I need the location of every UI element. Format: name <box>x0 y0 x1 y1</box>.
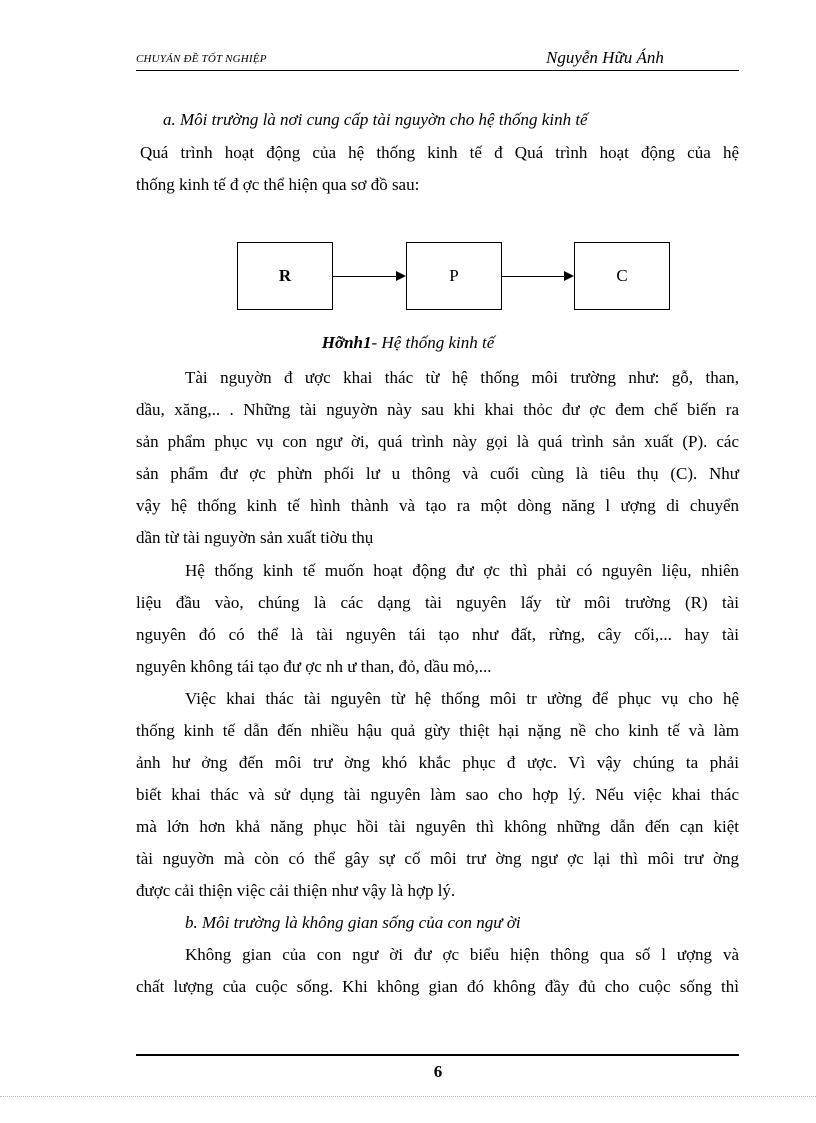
paragraph2-line-1: Hệ thống kinh tế muốn hoạt động đư ợc thì phải có nguyên liệu, nhiên <box>185 561 739 580</box>
arrow-r-to-p-line <box>333 276 397 277</box>
arrow-p-to-c-head-icon <box>564 271 574 281</box>
intro-line-2: thống kinh tế đ ợc thể hiện qua sơ đồ sau: <box>136 175 420 194</box>
paragraph2-line-4: nguyên không tái tạo đư ợc nh ư than, đỏ, dầu mỏ,... <box>136 657 492 676</box>
intro-line-1: Quá trình hoạt động của hệ thống kinh tế đ Quá trình hoạt động của hệ <box>140 143 739 162</box>
paragraph1-line-1: Tài nguyờn đ ược khai thác từ hệ thống môi trường như: gỗ, than, <box>185 368 739 387</box>
paragraph3-line-2: thống kinh tế dẫn đến nhiều hậu quả gừy thiệt hại nặng nề cho kinh tế và làm <box>136 721 739 740</box>
paragraph3-line-5: mà lớn hơn khả năng phục hồi tài nguyên thì không những dẫn đến cạn kiệt <box>136 817 739 836</box>
paragraph1-line-6: dần từ tài nguyờn sản xuất tiờu thụ <box>136 528 374 547</box>
diagram-box-p: P <box>406 242 502 310</box>
paragraph1-line-5: vậy hệ thống kinh tế hình thành và tạo ra một dòng năng l ượng di chuyển <box>136 496 739 515</box>
header-divider <box>136 70 739 71</box>
paragraph2-line-2: liệu đầu vào, chúng là các dạng tài nguyên lấy từ môi trường (R) tài <box>136 593 739 612</box>
paragraph4-line-1: Không gian của con ngư ời đư ợc biểu hiện thông qua số l ượng và <box>185 945 739 964</box>
header-title: CHUYÁN ĐỀ TỐT NGHIỆP <box>136 53 267 65</box>
paragraph2-line-3: nguyên đó có thể là tài nguyên tái tạo như đất, rừng, cây cối,... hay tài <box>136 625 739 644</box>
page-edge-divider <box>0 1096 816 1097</box>
paragraph4-line-2: chất lượng của cuộc sống. Khi không gian đó không đầy đủ cho cuộc sống thì <box>136 977 739 996</box>
arrow-r-to-p-head-icon <box>396 271 406 281</box>
header-author: Nguyễn Hữu Ánh <box>546 48 664 67</box>
paragraph1-line-4: sản phẩm đư ợc phừn phối lư u thông và cuối cùng là tiêu thụ (C). Như <box>136 464 739 483</box>
paragraph3-line-1: Việc khai thác tài nguyên từ hệ thống môi tr ường để phục vụ cho hệ <box>185 689 739 708</box>
paragraph1-line-3: sản phẩm phục vụ con ngư ời, quá trình này gọi là quá trình sản xuất (P). các <box>136 432 739 451</box>
paragraph3-line-6: tài nguyờn mà còn có thể gây sự cố môi trư ờng ngư ợc lại thì môi trư ờng <box>136 849 739 868</box>
diagram-box-c: C <box>574 242 670 310</box>
paragraph3-line-4: biết khai thác và sử dụng tài nguyên làm sao cho hợp lý. Nếu việc khai thác <box>136 785 739 804</box>
page-number: 6 <box>433 1062 443 1081</box>
footer-divider <box>136 1054 739 1056</box>
figure-caption <box>0 333 816 353</box>
section-b-heading: b. Môi trường là không gian sống của con ngư ời <box>185 913 521 932</box>
figure-caption-text: - Hệ thống kinh tế <box>371 333 495 352</box>
paragraph3-line-3: ảnh hư ởng đến môi trư ờng khó khắc phục đ ược. Vì vậy chúng ta phải <box>136 753 739 772</box>
paragraph3-line-7: được cải thiện việc cải thiện như vậy là hợp lý. <box>136 881 456 900</box>
paragraph1-line-2: dầu, xăng,.. . Những tài nguyờn này sau khi khai thỏc đư ợc đem chế biến ra <box>136 400 739 419</box>
arrow-p-to-c-line <box>502 276 565 277</box>
figure-caption-label: Hỡnh1 <box>321 333 372 352</box>
diagram-box-r: R <box>237 242 333 310</box>
section-a-heading: a. Môi trường là nơi cung cấp tài nguyờn cho hệ thống kinh tế <box>163 110 588 129</box>
